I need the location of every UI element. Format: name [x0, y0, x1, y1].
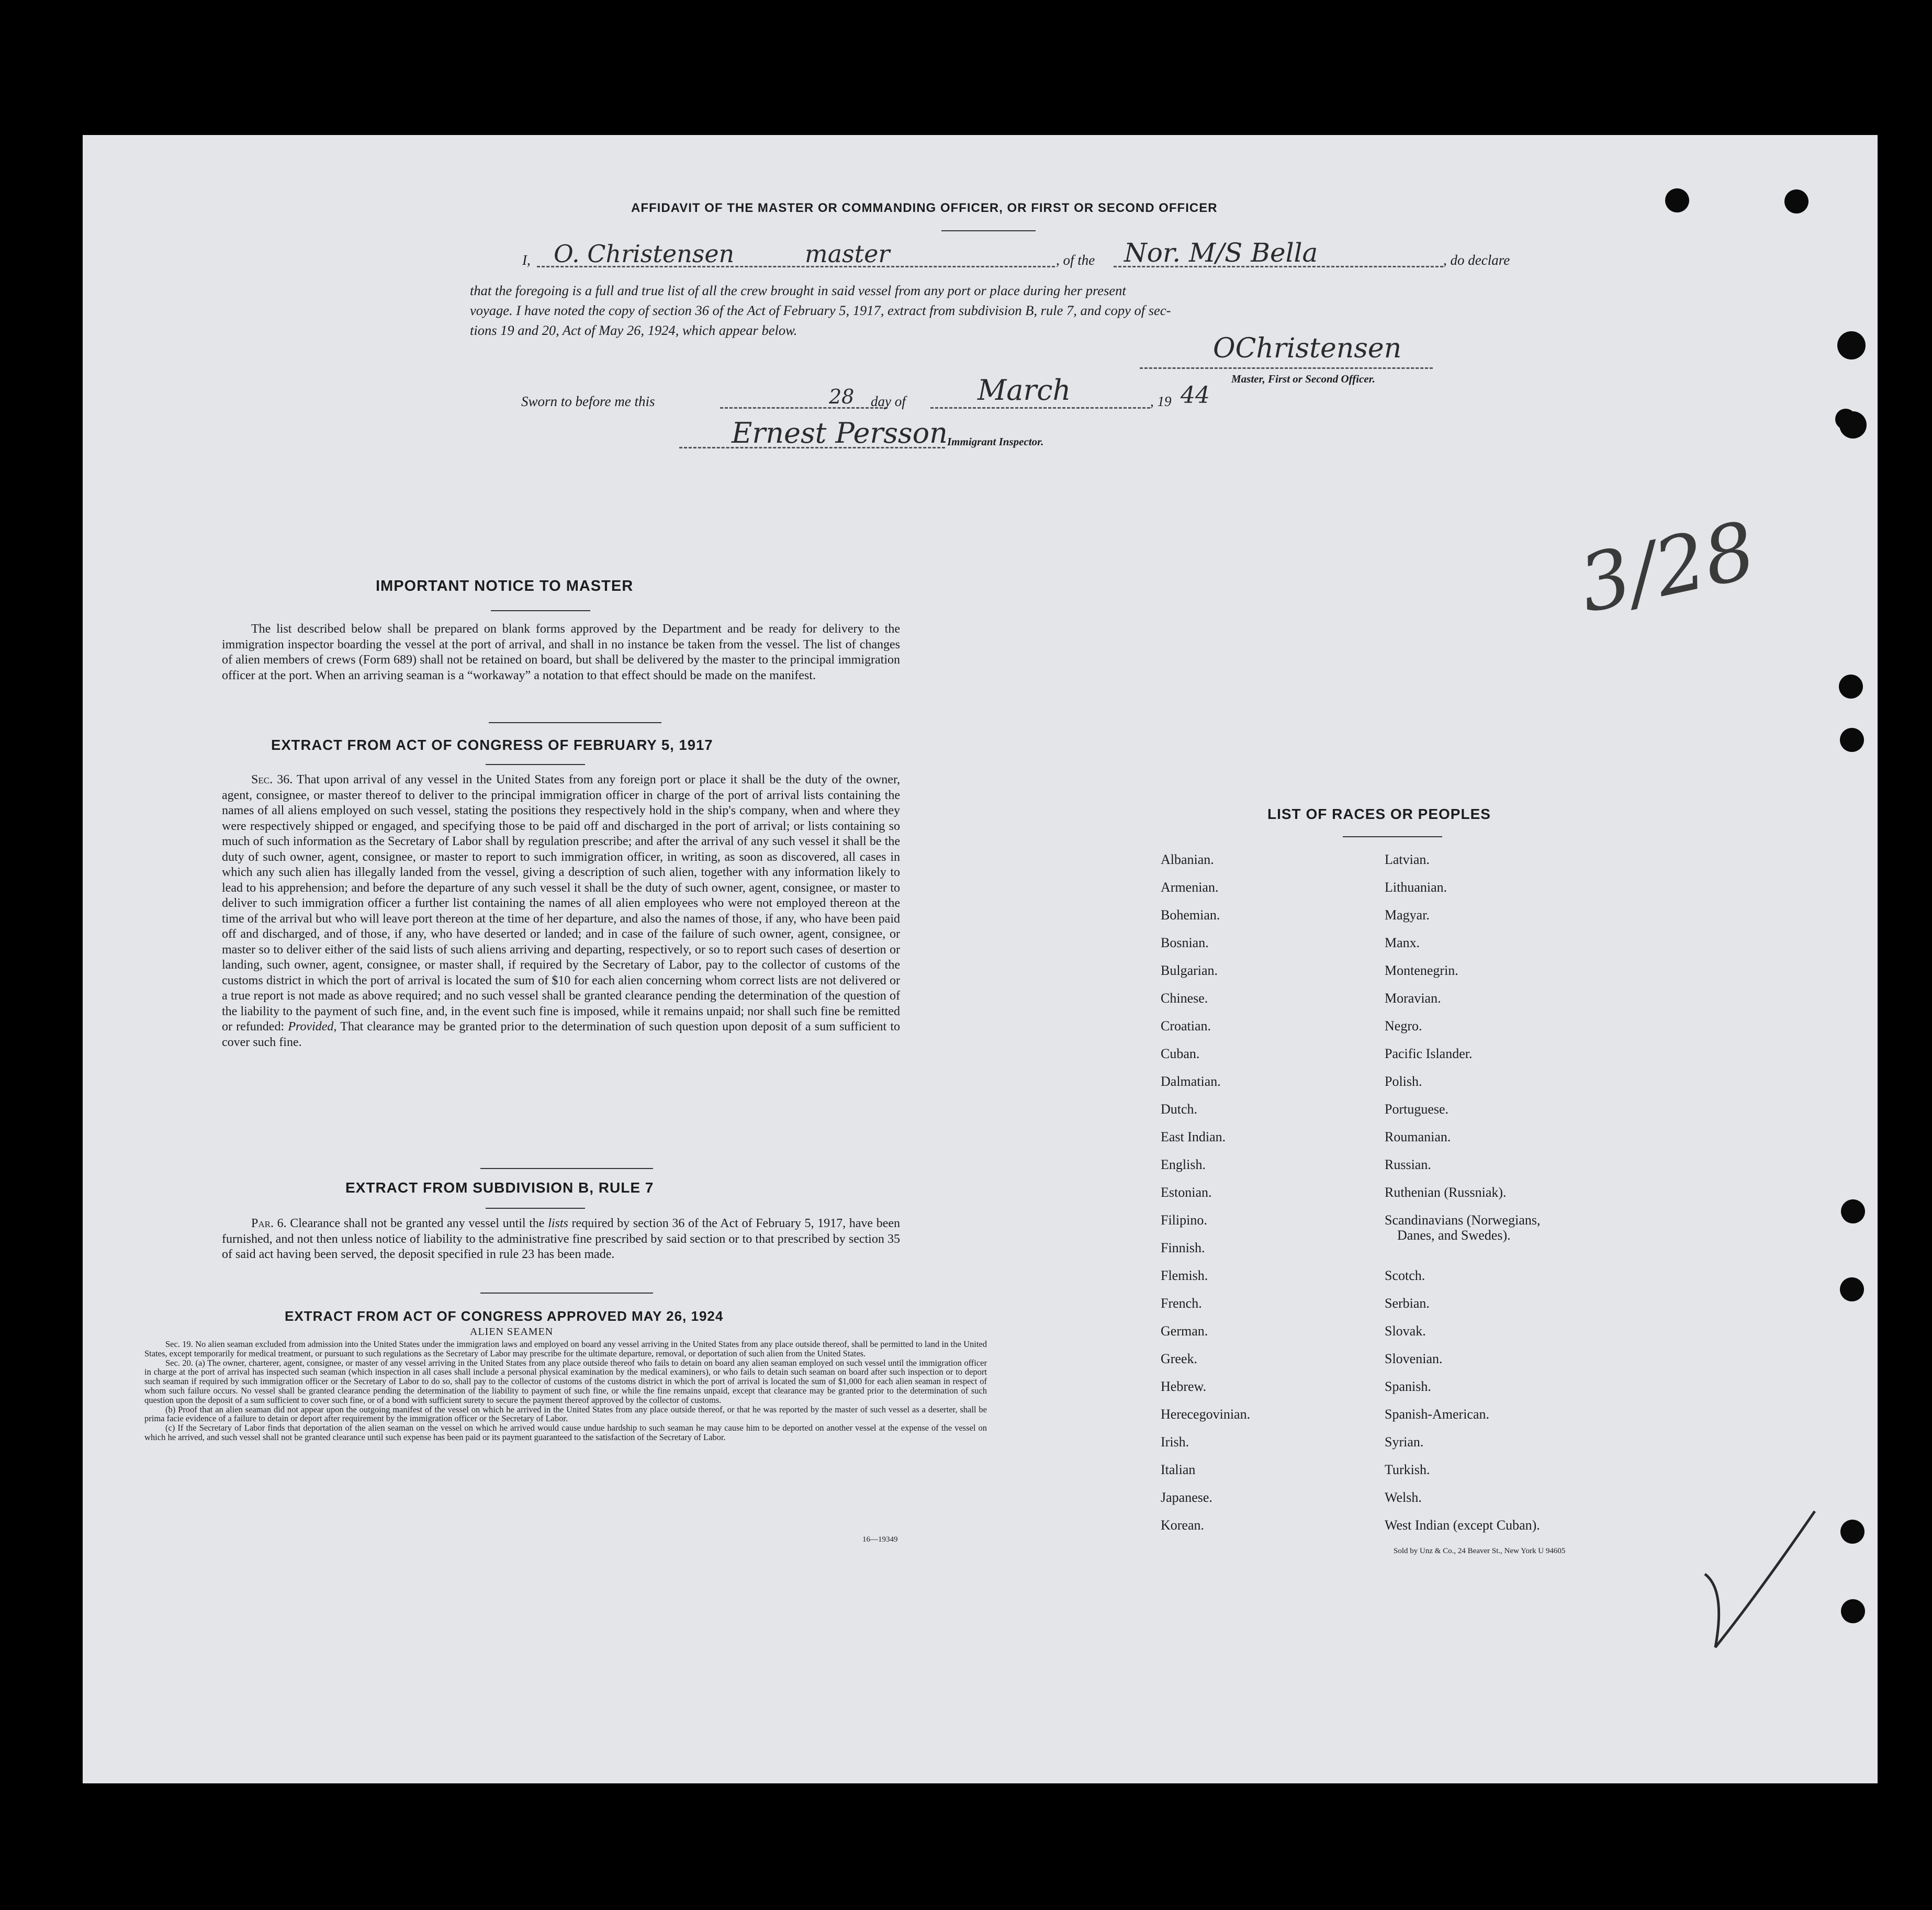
race-item: Ruthenian (Russniak).: [1385, 1185, 1507, 1200]
race-item: Portuguese.: [1385, 1102, 1449, 1117]
race-item: Scandinavians (Norwegians,: [1385, 1212, 1541, 1228]
sworn-label: Sworn to before me this: [521, 394, 655, 409]
extract-1924-heading: EXTRACT FROM ACT OF CONGRESS APPROVED MAY 26, 1924: [285, 1308, 724, 1324]
section-20b-text: (b) Proof that an alien seaman did not appear upon the outgoing manifest of the vessel on which he arrived in the United States from any place outside thereof, or that he was reported by the master of such vessel as a deserter, shall be prima facie evidence of a failure to detain or deport after requirement by the immigration officer or the Secretary of Labor.: [144, 1404, 987, 1424]
document-sheet: [83, 135, 1878, 1783]
race-item: Bohemian.: [1161, 907, 1220, 923]
punch-hole: [1839, 675, 1863, 699]
provided-label: Provided,: [288, 1020, 337, 1033]
printer-imprint: Sold by Unz & Co., 24 Beaver St., New York U 94605: [1394, 1547, 1566, 1555]
i-label: I,: [522, 252, 531, 268]
race-item: Montenegrin.: [1385, 963, 1458, 978]
master-caption: Master, First or Second Officer.: [1231, 373, 1375, 385]
race-item: Armenian.: [1161, 880, 1219, 895]
races-rule: [1343, 836, 1442, 837]
notice-rule: [491, 610, 590, 611]
rule-7-text: [222, 1216, 900, 1263]
master-signature: OChristensen: [1213, 333, 1402, 364]
punch-hole: [1840, 1520, 1864, 1544]
punch-hole: [1841, 1199, 1865, 1223]
notice-text: The list described below shall be prepared on blank forms approved by the Department and be ready for delivery to the immigration inspector boarding the vessel at the port of arrival, and shall in no instance be taken from the vessel. The list of changes of alien members of crews (Form 689) shall not be retained on board, but shall be delivered by the master to the principal immigration officer at the port. When an arriving seaman is a “workaway” a notation to that effect should be made on the manifest.: [222, 622, 900, 682]
rule-7-rule: [486, 1208, 585, 1209]
affidavit-title: AFFIDAVIT OF THE MASTER OR COMMANDING OFFICER, OR FIRST OR SECOND OFFICER: [631, 201, 1218, 215]
race-item: Bulgarian.: [1161, 963, 1218, 978]
form-number: 16—19349: [862, 1535, 898, 1544]
race-item: Lithuanian.: [1385, 880, 1447, 895]
master-signature-line: [1140, 367, 1433, 369]
sworn-day: 28: [829, 385, 855, 408]
sworn-year: 44: [1181, 382, 1210, 409]
race-item: Bosnian.: [1161, 935, 1209, 950]
month-line: [930, 407, 1150, 409]
race-item: Turkish.: [1385, 1462, 1430, 1477]
section-19-text: Sec. 19. No alien seaman excluded from admission into the United States under the immigration laws and employed on board any vessel arriving in the United States from any place outside thereof, shall be permitted to land in the United States, except temporarily for medical treatment, or pursuant to such regulations as the Secretary of Labor may prescribe for the ultimate departure, removal, or deportation of such alien from the United States.: [144, 1339, 987, 1358]
race-item: Korean.: [1161, 1518, 1205, 1533]
race-item: Welsh.: [1385, 1490, 1422, 1505]
race-item: Dalmatian.: [1161, 1074, 1221, 1089]
race-item: Negro.: [1385, 1018, 1422, 1033]
vessel-name: Nor. M/S Bella: [1124, 238, 1318, 268]
par-6-label: Par. 6.: [251, 1217, 287, 1230]
section-rule: [480, 1168, 653, 1169]
check-mark: [1694, 1496, 1820, 1653]
par-6-text-a: Clearance shall not be granted any vessel until the: [290, 1217, 545, 1230]
race-item: Moravian.: [1385, 991, 1441, 1006]
section-36-label: Sec. 36.: [251, 773, 293, 787]
section-36-text: That upon arrival of any vessel in the United States from any foreign port or place it shall be the duty of the owner, agent, consignee, or master thereof to deliver to the principal immigration officer in charge of the port of arrival lists containing the names of all aliens employed on such vessel, stating the positions they respectively hold in the ship's company, when and where they were respectively shipped or engaged, and specifying those to be paid off and discharged in the port of arrival; or lists containing so much of such information as the Secretary of Labor shall by regulation prescribe; and after the arrival of any such vessel it shall be the duty of such owner, agent, consignee, or master to report to such immigration officer, in writing, as soon as discovered, all cases in which any such alien has illegally landed from the vessel, giving a description of such alien, together with any information likely to lead to his apprehension; and before the departure of any such vessel it shall be the duty of such owner, agent, consignee, or master to deliver to such immigration officer a further list containing the names of all alien employees who were not employed thereon at the time of the arrival but who will leave port thereon at the time of her departure, and also the names of those, if any, who have been paid off and discharged, and of those, if any, who have deserted or landed; and in case of the failure of such owner, agent, consignee, or master so to deliver either of the said lists of such aliens arriving and departing, respectively, or so to report such cases of desertion or landing, such owner, agent, consignee, or master shall, if required by the Secretary of Labor, pay to the collector of customs of the customs district in which the port of arrival is located the sum of $10 for each alien concerning whom correct lists are not delivered or a true report is not made as above required; and no such vessel shall be granted clearance pending the determination of the question of the liability to the payment of such fine, and, in the event such fine is imposed, while it remains unpaid; nor shall such fine be remitted or refunded:: [222, 773, 900, 1033]
section-36-end: That clearance may be granted prior to the determination of such question upon deposit of a sum sufficient to cover such fine.: [222, 1020, 900, 1049]
punch-hole: [1840, 1277, 1864, 1301]
race-item: Filipino.: [1161, 1212, 1207, 1228]
master-rank: master: [805, 240, 890, 268]
race-item: Manx.: [1385, 935, 1420, 950]
do-declare-label: , do declare: [1443, 252, 1510, 268]
margin-date-note: 3/28: [1571, 504, 1763, 631]
inspector-signature: Ernest Persson: [732, 417, 948, 450]
par-6-text-b: required by section 36 of the Act of February 5, 1917, have been furnished, and not then unless notice of liability to the administrative fine prescribed by said section or to that prescribed by section 35 of said act having been served, the deposit specified in rule 23 has been made.: [222, 1217, 901, 1261]
race-item: Syrian.: [1385, 1434, 1424, 1450]
race-item: Russian.: [1385, 1157, 1431, 1172]
race-item: Magyar.: [1385, 907, 1430, 923]
extract-1917-text: [222, 772, 900, 1050]
day-line: [720, 407, 888, 409]
race-item: Herecegovinian.: [1161, 1407, 1251, 1422]
race-item: Irish.: [1161, 1434, 1189, 1450]
race-item: Finnish.: [1161, 1240, 1205, 1255]
race-item: German.: [1161, 1323, 1208, 1339]
extract-1924-text: [144, 1340, 987, 1442]
of-the-label: , of the: [1056, 252, 1095, 268]
title-rule: [941, 230, 1036, 231]
race-item: Slovak.: [1385, 1323, 1426, 1339]
affidavit-line-3: voyage. I have noted the copy of section 36 of the Act of February 5, 1917, extract from subdivision B, rule 7, and copy of sec-: [470, 302, 1171, 318]
punch-hole: [1839, 411, 1867, 439]
affidavit-line-2: that the foregoing is a full and true list of all the crew brought in said vessel from any port or place during her present: [470, 283, 1126, 298]
affidavit-line-4: tions 19 and 20, Act of May 26, 1924, which appear below.: [470, 322, 797, 338]
race-item: Spanish-American.: [1385, 1407, 1490, 1422]
race-item: Dutch.: [1161, 1102, 1198, 1117]
section-rule: [489, 722, 661, 723]
race-item: Polish.: [1385, 1074, 1422, 1089]
lists-word: lists: [548, 1217, 568, 1230]
race-item: Croatian.: [1161, 1018, 1211, 1033]
section-20a-text: Sec. 20. (a) The owner, charterer, agent, consignee, or master of any vessel arriving in the United States from any place outside thereof who fails to detain on board any alien seaman employed on such vessel until the immigration officer in charge at the port of arrival has inspected such seaman (which inspection in all cases shall include a personal physical examination by the medical examiners), or who fails to detain such seaman on board after such inspection or to deport such seaman if required by such immigration officer or the Secretary of Labor to do so, shall pay to the collector of customs of the customs district in which the port of arrival is located the sum of $1,000 for each alien seaman in respect of whom such failure occurs. No vessel shall be granted clearance pending the determination of the liability to payment of such fine, or while the fine remains unpaid, except that clearance may be granted prior to the determination of such question upon the deposit of a sum sufficient to cover such fine, or of a bond with sufficient surety to secure the payment thereof approved by the collector of customs.: [144, 1357, 987, 1405]
inspector-caption: Immigrant Inspector.: [947, 435, 1044, 448]
punch-hole: [1784, 189, 1809, 214]
master-name: O. Christensen: [554, 240, 735, 268]
race-item: Estonian.: [1161, 1185, 1212, 1200]
race-item: West Indian (except Cuban).: [1385, 1518, 1540, 1533]
section-20c-text: (c) If the Secretary of Labor finds that deportation of the alien seaman on the vessel on which he arrived would cause undue hardship to such seaman he may cause him to be deported on another vessel at the expense of the vessel on which he arrived, and such vessel shall not be granted clearance until such expense has been paid or its payment guaranteed to the satisfaction of the Secretary of Labor.: [144, 1423, 987, 1442]
race-item: French.: [1161, 1296, 1202, 1311]
race-item: Scotch.: [1385, 1268, 1425, 1283]
extract-1917-heading: EXTRACT FROM ACT OF CONGRESS OF FEBRUARY 5, 1917: [271, 737, 713, 753]
race-item: Danes, and Swedes).: [1397, 1228, 1511, 1243]
race-item: Slovenian.: [1385, 1351, 1443, 1366]
race-item: Pacific Islander.: [1385, 1046, 1473, 1061]
year-prefix: , 19: [1150, 394, 1172, 409]
race-item: Japanese.: [1161, 1490, 1212, 1505]
sworn-month: March: [978, 374, 1071, 407]
section-rule: [480, 1293, 653, 1294]
race-item: Serbian.: [1385, 1296, 1430, 1311]
punch-hole: [1840, 728, 1864, 752]
race-item: Greek.: [1161, 1351, 1198, 1366]
race-item: Flemish.: [1161, 1268, 1208, 1283]
races-heading: LIST OF RACES OR PEOPLES: [1267, 806, 1491, 822]
race-item: Spanish.: [1385, 1379, 1431, 1394]
race-item: Hebrew.: [1161, 1379, 1207, 1394]
race-item: Latvian.: [1385, 852, 1430, 867]
race-item: English.: [1161, 1157, 1206, 1172]
race-item: Chinese.: [1161, 991, 1208, 1006]
alien-seamen-subheading: ALIEN SEAMEN: [470, 1326, 554, 1338]
rule-7-heading: EXTRACT FROM SUBDIVISION B, RULE 7: [345, 1179, 654, 1196]
race-item: East Indian.: [1161, 1129, 1226, 1144]
extract-1917-rule: [486, 764, 585, 765]
punch-hole: [1841, 1599, 1865, 1623]
notice-heading: IMPORTANT NOTICE TO MASTER: [376, 578, 634, 594]
race-item: Cuban.: [1161, 1046, 1200, 1061]
day-of-label: day of: [871, 394, 906, 409]
race-item: Italian: [1161, 1462, 1196, 1477]
punch-hole: [1665, 188, 1689, 212]
punch-hole: [1837, 331, 1866, 359]
race-item: Roumanian.: [1385, 1129, 1451, 1144]
race-item: Albanian.: [1161, 852, 1214, 867]
